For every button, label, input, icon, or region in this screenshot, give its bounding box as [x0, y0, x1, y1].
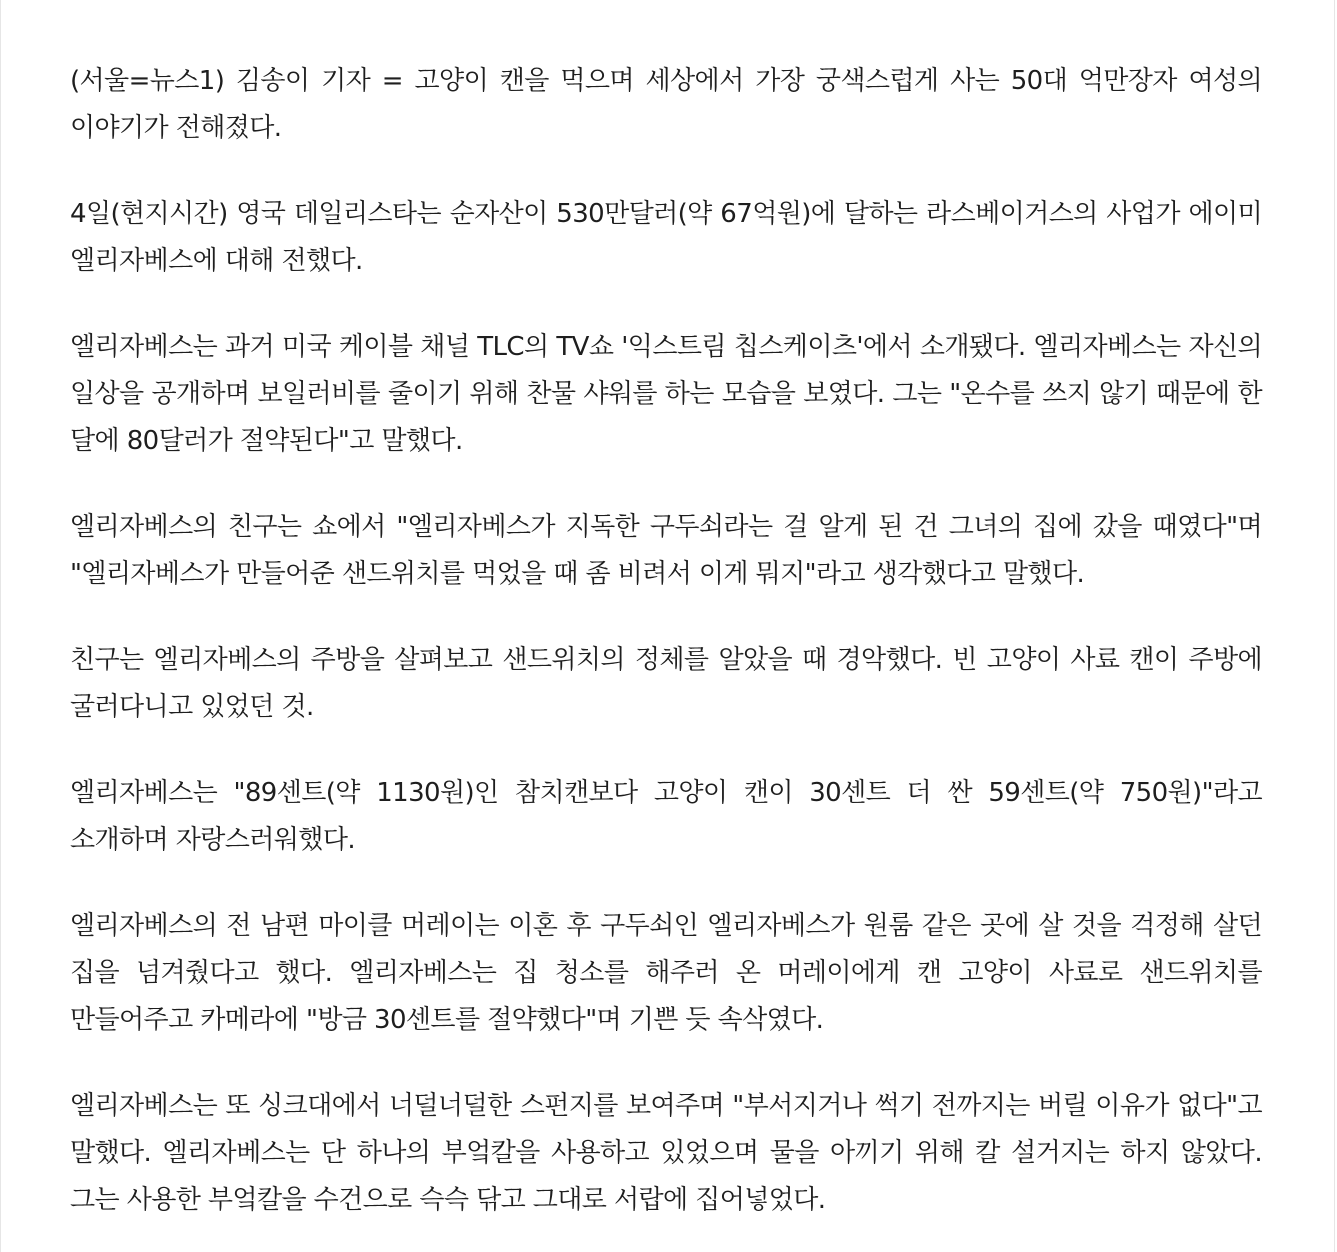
article-paragraph: 엘리자베스의 친구는 쇼에서 "엘리자베스가 지독한 구두쇠라는 걸 알게 된 건 그녀의 집에 갔을 때였다"며 "엘리자베스가 만들어준 샌드위치를 먹었을 때 좀 비려서 이게 뭐지"라고 생각했다고 말했다. — [70, 512, 1262, 589]
article-paragraph: (서울=뉴스1) 김송이 기자 = 고양이 캔을 먹으며 세상에서 가장 궁색스럽게 사는 50대 억만장자 여성의 이야기가 전해졌다. — [70, 66, 1262, 143]
article-body — [70, 58, 1262, 1224]
article-paragraph: 엘리자베스는 "89센트(약 1130원)인 참치캔보다 고양이 캔이 30센트 더 싼 59센트(약 750원)"라고 소개하며 자랑스러워했다. — [70, 778, 1262, 855]
article-paragraph: 친구는 엘리자베스의 주방을 살펴보고 샌드위치의 정체를 알았을 때 경악했다. 빈 고양이 사료 캔이 주방에 굴러다니고 있었던 것. — [70, 645, 1262, 722]
article-paragraph: 4일(현지시간) 영국 데일리스타는 순자산이 530만달러(약 67억원)에 달하는 라스베이거스의 사업가 에이미 엘리자베스에 대해 전했다. — [70, 199, 1262, 276]
article-paragraph: 엘리자베스는 또 싱크대에서 너덜너덜한 스펀지를 보여주며 "부서지거나 썩기 전까지는 버릴 이유가 없다"고 말했다. 엘리자베스는 단 하나의 부엌칼을 사용하고 있었으며 물을 아끼기 위해 칼 설거지는 하지 않았다. 그는 사용한 부엌칼을 수건으로 슥슥 닦고 그대로 서랍에 집어넣었다. — [70, 1091, 1262, 1215]
article-paragraph: 엘리자베스의 전 남편 마이클 머레이는 이혼 후 구두쇠인 엘리자베스가 원룸 같은 곳에 살 것을 걱정해 살던 집을 넘겨줬다고 했다. 엘리자베스는 집 청소를 해주러 온 머레이에게 캔 고양이 사료로 샌드위치를 만들어주고 카메라에 "방금 30센트를 절약했다"며 기쁜 듯 속삭였다. — [70, 911, 1262, 1035]
article-paragraph: 엘리자베스는 과거 미국 케이블 채널 TLC의 TV쇼 '익스트림 칩스케이츠'에서 소개됐다. 엘리자베스는 자신의 일상을 공개하며 보일러비를 줄이기 위해 찬물 샤워를 하는 모습을 보였다. 그는 "온수를 쓰지 않기 때문에 한 달에 80달러가 절약된다"고 말했다. — [70, 332, 1262, 456]
